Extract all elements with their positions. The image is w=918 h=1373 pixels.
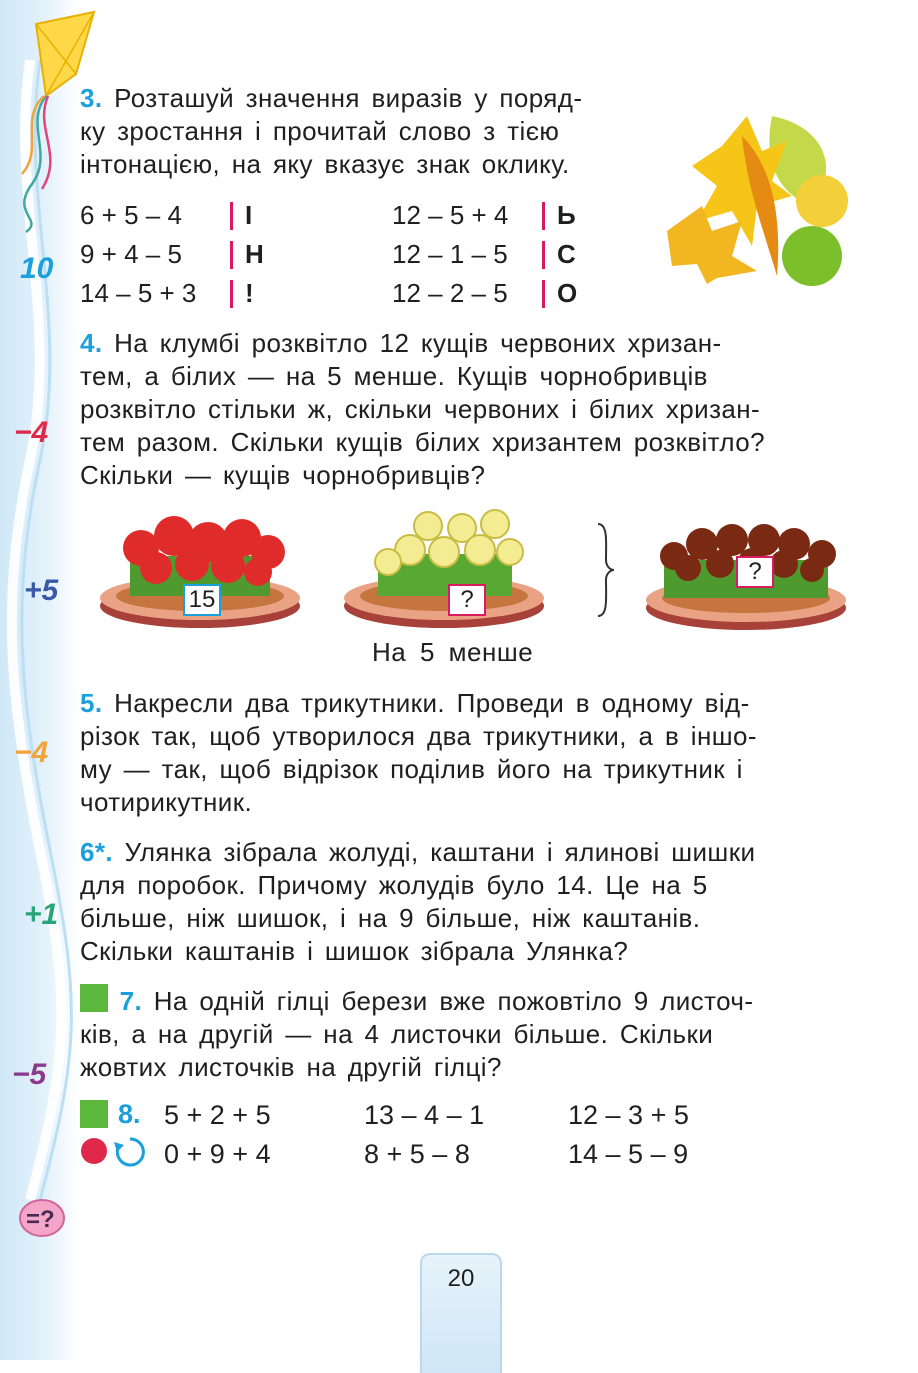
task-7-line-2: ків, а на другій — на 4 листочки більше. Скільки — [80, 1019, 714, 1049]
task-7-number: 7. — [119, 986, 143, 1016]
expression: 12 – 5 + 4 — [392, 200, 509, 230]
expression-row — [80, 274, 264, 313]
marigold-count-box: ? — [736, 556, 774, 588]
divider-bar — [230, 280, 233, 308]
divider-bar — [542, 241, 545, 269]
code-letter: ! — [245, 278, 254, 308]
task-3-text — [80, 82, 646, 181]
code-letter: О — [557, 278, 578, 308]
task-6-line-3: більше, ніж шишок, і на 9 більше, ніж каштанів. — [80, 903, 701, 933]
task-8-r1-c3: 12 – 3 + 5 — [568, 1100, 689, 1130]
task-6-number: 6*. — [80, 837, 114, 867]
task-7-line-3: жовтих листочків на другій гілці? — [80, 1052, 502, 1082]
task-4-line-2: тем, а білих — на 5 менше. Кущів чорнобривців — [80, 361, 708, 391]
task-4-line-4: тем разом. Скільки кущів білих хризантем розквітло? — [80, 427, 765, 457]
red-circle-and-cycle-icon — [80, 1136, 150, 1170]
page-number-tab — [420, 1253, 502, 1373]
task-6-line-2: для поробок. Причому жолудів було 14. Це на 5 — [80, 870, 708, 900]
white-chrysanthemum-bed — [340, 506, 554, 630]
task-4-line-5: Скільки — кущів чорнобривців? — [80, 460, 486, 490]
task-3-line-1: Розташуй значення виразів у поряд- — [114, 83, 583, 113]
expression: 12 – 2 – 5 — [392, 278, 508, 308]
task-4-number: 4. — [80, 328, 103, 358]
task-6-text — [80, 836, 846, 968]
task-5-text — [80, 687, 846, 819]
divider-bar — [230, 202, 233, 230]
task-8-r2-c3: 14 – 5 – 9 — [568, 1139, 689, 1169]
task-3-right-expressions — [392, 196, 577, 313]
margin-number-1: 10 — [20, 252, 54, 285]
task-6-line-1: Улянка зібрала жолуді, каштани і ялинові шишки — [124, 837, 756, 867]
task-5-line-3: му — так, щоб відрізок поділив його на трикутник і — [80, 754, 743, 784]
margin-number-4: −4 — [14, 736, 49, 769]
expression-row — [80, 196, 264, 235]
svg-text:=?: =? — [26, 1206, 55, 1233]
compare-icon — [18, 1196, 68, 1240]
task-4-text — [80, 327, 846, 492]
expression-row — [80, 235, 264, 274]
task-5-number: 5. — [80, 688, 103, 718]
expression: 12 – 1 – 5 — [392, 239, 508, 269]
task-4-line-1: На клумбі розквітло 12 кущів червоних хризан- — [114, 328, 722, 358]
expression: 6 + 5 – 4 — [80, 200, 182, 230]
task-3-line-2: ку зростання і прочитай слово з тією — [80, 116, 560, 146]
expression: 14 – 5 + 3 — [80, 278, 197, 308]
margin-number-2: −4 — [14, 416, 49, 449]
code-letter: І — [245, 200, 253, 230]
divider-bar — [230, 241, 233, 269]
page-number: 20 — [447, 1265, 475, 1292]
green-square-icon — [80, 1100, 108, 1128]
divider-bar — [542, 202, 545, 230]
task-6-line-4: Скільки каштанів і шишок зібрала Улянка? — [80, 936, 629, 966]
task-4-line-3: розквітло стільки ж, скільки червоних і білих хризан- — [80, 394, 761, 424]
task-8-number: 8. — [118, 1099, 141, 1129]
task-5-line-4: чотирикутник. — [80, 787, 253, 817]
margin-number-5: +1 — [24, 898, 59, 931]
task-5-line-1: Накресли два трикутники. Проведи в одному від- — [114, 688, 750, 718]
task-8-r1-c1: 5 + 2 + 5 — [164, 1100, 271, 1130]
task-7-line-1: На одній гілці берези вже пожовтіло 9 листоч- — [153, 986, 754, 1016]
divider-bar — [542, 280, 545, 308]
expression-row — [392, 196, 577, 235]
margin-number-6: −5 — [12, 1058, 47, 1091]
brace-icon — [594, 522, 616, 618]
task-8-r1-c2: 13 – 4 – 1 — [364, 1100, 485, 1130]
task-8-r2-c2: 8 + 5 – 8 — [364, 1139, 470, 1169]
green-square-icon — [80, 984, 108, 1012]
task-5-line-2: різок так, щоб утворилося два трикутники, а в іншо- — [80, 721, 757, 751]
task-3-left-expressions — [80, 196, 264, 313]
code-letter: Н — [245, 239, 264, 269]
expression-row — [392, 274, 577, 313]
expression: 9 + 4 – 5 — [80, 239, 182, 269]
task-8-r2-c1: 0 + 9 + 4 — [164, 1139, 271, 1169]
red-count-box: 15 — [183, 584, 221, 616]
margin-number-3: +5 — [24, 574, 59, 607]
task-3-line-3: інтонацією, на яку вказує знак оклику. — [80, 149, 570, 179]
expression-row — [392, 235, 577, 274]
autumn-leaves-image — [662, 106, 852, 286]
code-letter: Ь — [557, 200, 576, 230]
code-letter: С — [557, 239, 576, 269]
task-3-number: 3. — [80, 83, 103, 113]
white-count-box: ? — [448, 584, 486, 616]
task-7-text — [80, 984, 846, 1084]
flower-bed-caption: На 5 менше — [372, 637, 534, 667]
